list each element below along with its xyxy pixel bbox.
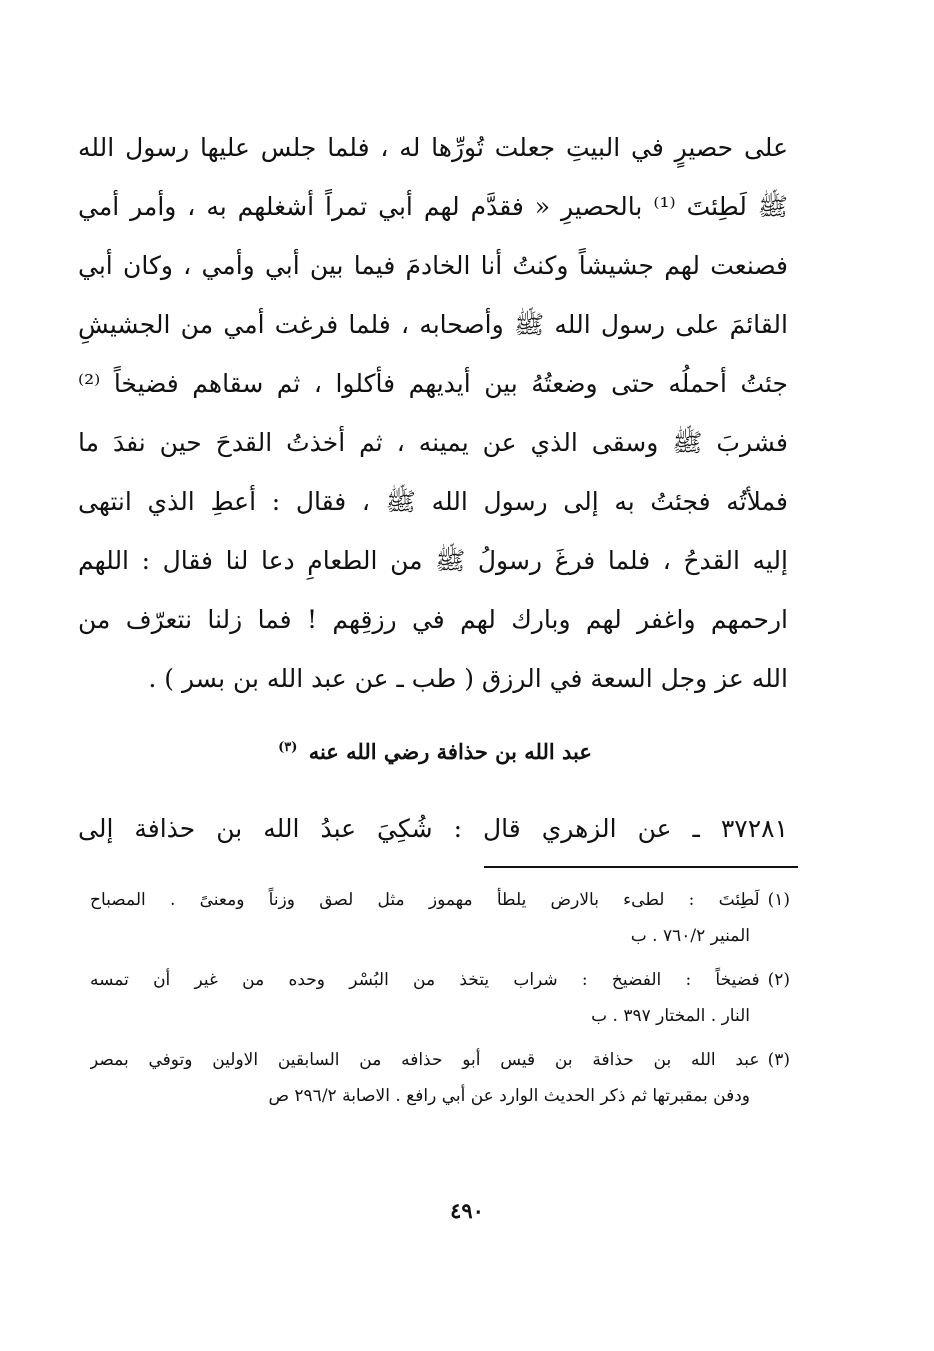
text-line: ارحمهم واغفر لهم وبارك لهم في رزقِهم ! فما زلنا نتعرّف من: [78, 605, 788, 634]
footnote-line: النار . المختار ٣٩٧ . ب: [591, 1006, 750, 1026]
footnote-divider: [484, 866, 798, 868]
footnote: [90, 962, 790, 1034]
page-number: ٤٩٠: [450, 1198, 484, 1223]
footnote-line: [90, 882, 790, 918]
footnote-text: فضيخاً : الفضيخ : شراب يتخذ من البُسْر وحده من غير أن تمسه: [90, 970, 760, 990]
section-heading-footnote-marker: (٣): [278, 740, 298, 755]
main-text-block: [78, 118, 788, 708]
narration-line: ٣٧٢٨١ ـ عن الزهري قال : شُكِيَ عبدُ الله بن حذافة إلى: [78, 814, 788, 843]
text-line: الله عز وجل السعة في الرزق ( طب ـ عن عبد الله بن بسر ) .: [148, 664, 788, 693]
text-line: فملأتُه فجئتُ به إلى رسول الله ﷺ ، فقال : أعطِ الذي انتهى: [78, 487, 788, 516]
text-line: ﷺ لَطِئتَ ⁽¹⁾ بالحصيرِ « فقدَّم لهم أبي تمراً أشغلهم به ، وأمر أمي: [78, 192, 788, 221]
footnote-line: [90, 1042, 790, 1078]
footnote-marker: (٢): [767, 970, 790, 990]
footnote: [90, 882, 790, 954]
footnote-line: المنير ٧٦٠/٢ . ب: [630, 926, 750, 946]
footnote-marker: (٣): [767, 1050, 790, 1070]
footnote-line: ودفن بمقبرتها ثم ذكر الحديث الوارد عن أبي رافع . الاصابة ٢٩٦/٢ ص: [268, 1086, 750, 1106]
text-line: فشربَ ﷺ وسقى الذي عن يمينه ، ثم أخذتُ القدحَ حين نفدَ ما: [78, 428, 788, 457]
footnote-marker: (١): [767, 890, 790, 910]
text-line: القائمَ على رسول الله ﷺ وأصحابه ، فلما فرغت أمي من الجشيشِ: [78, 310, 788, 339]
text-line: إليه القدحُ ، فلما فرغَ رسولُ ﷺ من الطعامِ دعا لنا فقال : اللهم: [78, 546, 788, 575]
footnotes: [90, 882, 790, 1122]
text-line: جئتُ أحملُه حتى وضعتُهُ بين أيديهم فأكلوا ، ثم سقاهم فضيخاً ⁽²⁾: [78, 369, 788, 398]
section-heading-title: عبد الله بن حذافة رضي الله عنه: [308, 739, 592, 764]
section-heading: [230, 728, 640, 772]
text-line: على حصيرٍ في البيتِ جعلت تُورِّها له ، فلما جلس عليها رسول الله: [78, 133, 788, 162]
footnote-text: عبد الله بن حذافة بن قيس أبو حذافه من السابقين الاولين وتوفي بمصر: [90, 1050, 760, 1070]
footnote-line: [90, 962, 790, 998]
text-line: فصنعت لهم جشيشاً وكنتُ أنا الخادمَ فيما بين أبي وأمي ، وكان أبي: [78, 251, 788, 280]
footnote: [90, 1042, 790, 1114]
footnote-text: لَطِئتَ : لطىء بالارض يلطأ مهموز مثل لصق وزناً ومعنىً . المصباح: [90, 890, 760, 910]
